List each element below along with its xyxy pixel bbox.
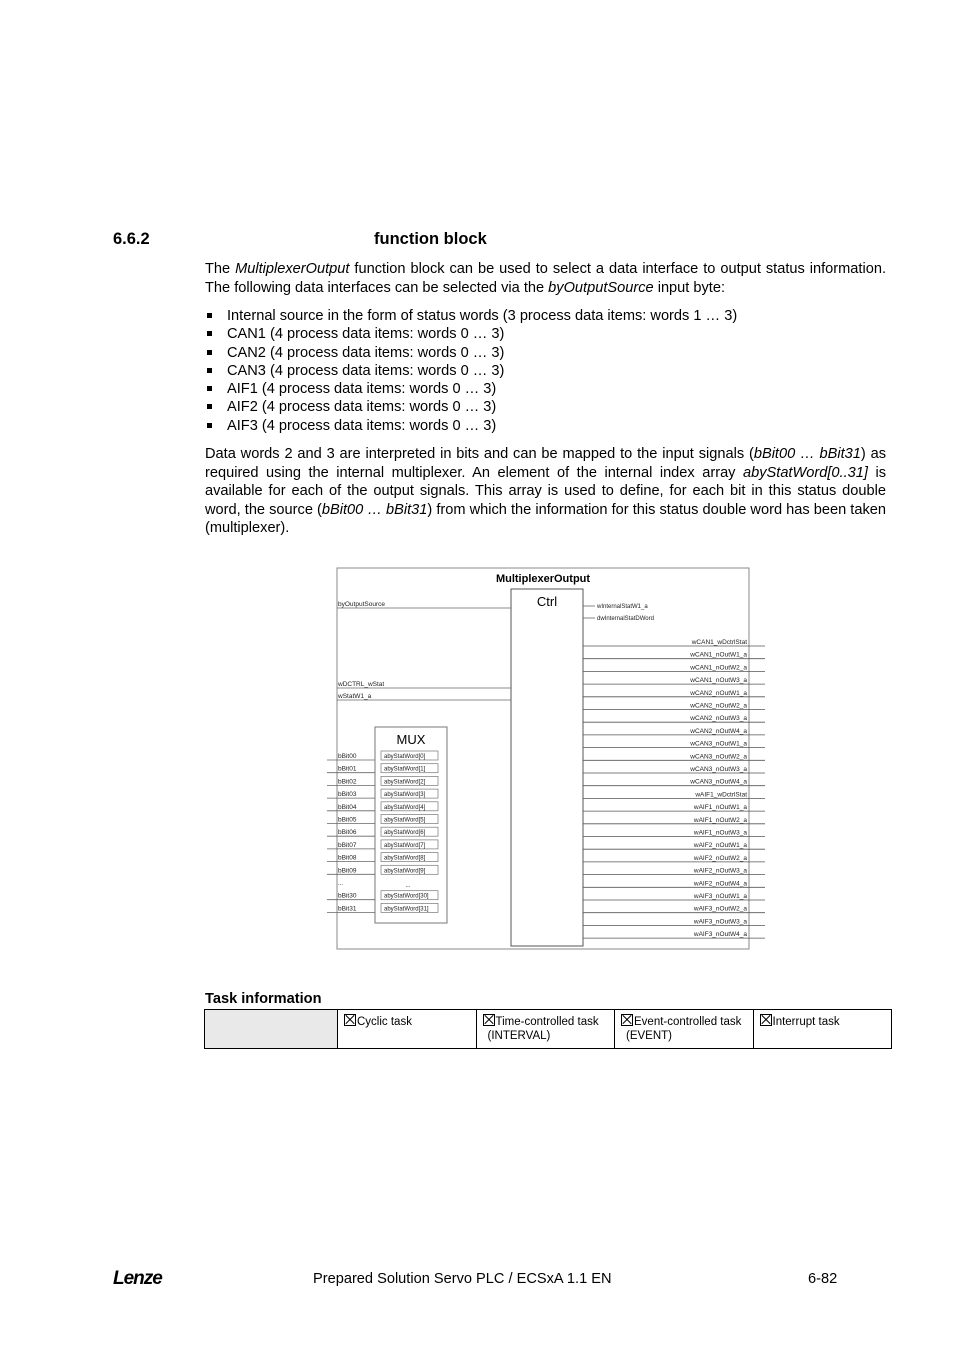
output-label: wAIF1_nOutW3_a (693, 829, 747, 837)
output-label: wAIF1_nOutW2_a (693, 816, 747, 824)
output-label: wAIF2_nOutW3_a (693, 867, 747, 875)
interface-list (205, 307, 737, 435)
task-info-table (204, 1009, 892, 1049)
dw-em-2: abyStatWord[0..31] (743, 464, 868, 481)
datawords-paragraph (205, 445, 886, 538)
output-label: wCAN2_nOutW3_a (690, 715, 747, 723)
dw-text-2: ) as required using the internal multiplexer. An element of the internal index array (205, 446, 887, 481)
footer-text: Prepared Solution Servo PLC / ECSxA 1.1 EN (313, 1271, 612, 1287)
checked-box-icon (760, 1014, 772, 1026)
checked-box-icon (483, 1014, 495, 1026)
stat-word-label: abyStatWord[0] (384, 754, 426, 760)
task-event-sub: (EVENT) (626, 1030, 672, 1042)
bit-input-label: bBit04 (338, 803, 357, 811)
task-cyclic-cell (338, 1010, 477, 1049)
lenze-logo: Lenze (113, 1268, 162, 1289)
dw-em-1: bBit00 … bBit31 (753, 446, 861, 462)
bit-input-label: bBit31 (338, 905, 357, 913)
stat-word-label: abyStatWord[8] (384, 855, 426, 862)
dw-text-3: is available for each of the output signals. This array is used to define, for each bit in this status double word, the source ( (205, 464, 886, 518)
list-item: CAN1 (4 process data items: words 0 … 3) (205, 325, 737, 343)
task-blank-cell (205, 1010, 338, 1049)
fb-title: MultiplexerOutput (495, 573, 591, 585)
list-item: AIF2 (4 process data items: words 0 … 3) (205, 398, 737, 416)
output-label: wCAN2_nOutW1_a (690, 689, 747, 697)
page-number: 6-82 (808, 1271, 838, 1287)
bit-input-label: bBit07 (338, 841, 357, 849)
task-info-heading: Task information (205, 991, 322, 1007)
bit-input-label: bBit02 (338, 778, 357, 786)
stat-word-ellipsis: ... (405, 883, 411, 889)
output-label: wAIF2_nOutW2_a (693, 854, 747, 862)
stat-word-label: abyStatWord[2] (384, 779, 426, 786)
bit-input-label: bBit08 (338, 854, 357, 862)
mux-label: MUX (396, 732, 426, 747)
task-time-cell (476, 1010, 615, 1049)
dw-text-1: Data words 2 and 3 are interpreted in bits and can be mapped to the input signals ( (205, 446, 754, 462)
bit-input-label: bBit09 (338, 867, 357, 875)
ctrl-label: Ctrl (536, 594, 558, 609)
bit-input-label: bBit06 (338, 829, 357, 837)
output-label: wAIF1_nOutW1_a (693, 804, 747, 812)
bit-input-label: bBit05 (338, 816, 357, 824)
ctrl-output-label: wInternalStatW1_a (597, 604, 648, 610)
bit-input-label: bBit00 (338, 753, 357, 760)
stat-word-label: abyStatWord[5] (384, 817, 426, 824)
bit-ellipsis: ... (338, 881, 344, 887)
output-label: wCAN3_nOutW4_a (690, 778, 747, 786)
output-label: wAIF3_nOutW2_a (693, 905, 747, 913)
stat-word-label: abyStatWord[9] (384, 868, 426, 875)
bit-input-label: bBit01 (338, 765, 357, 773)
output-label: wCAN1_nOutW3_a (690, 677, 747, 685)
stat-word-label: abyStatWord[31] (384, 906, 429, 913)
intro-text-1: The (205, 261, 236, 277)
checked-box-icon (344, 1014, 356, 1026)
output-label: wCAN1_nOutW1_a (690, 651, 747, 659)
bit-input-label: bBit30 (338, 892, 357, 900)
dw-text-4: ) from which the information for this status double word has been taken (multiplexer). (205, 501, 886, 536)
output-label: wAIF1_wDctrlStat (695, 791, 747, 799)
output-label: wAIF3_nOutW4_a (693, 931, 747, 939)
output-label: wCAN3_nOutW3_a (690, 766, 747, 773)
output-label: wCAN1_nOutW2_a (690, 664, 747, 672)
input-label: byOutputSource (338, 601, 385, 608)
task-event-cell (615, 1010, 754, 1049)
bit-input-label: bBit03 (338, 791, 357, 799)
output-label: wAIF2_nOutW4_a (693, 880, 747, 888)
stat-word-label: abyStatWord[6] (384, 830, 426, 837)
checked-box-icon (621, 1014, 633, 1026)
section-number: 6.6.2 (113, 230, 150, 248)
stat-word-label: abyStatWord[30] (384, 893, 429, 900)
output-label: wCAN2_nOutW4_a (690, 727, 747, 735)
stat-word-label: abyStatWord[4] (384, 804, 426, 811)
intro-text-2: function block can be used to select a data interface to output status information. The following data interfaces can be selected via the (205, 261, 886, 296)
input-label: wDCTRL_wStat (338, 681, 385, 688)
task-cyclic-label: Cyclic task (357, 1016, 412, 1028)
stat-word-label: abyStatWord[1] (384, 766, 426, 773)
stat-word-label: abyStatWord[3] (384, 792, 426, 799)
output-label: wAIF3_nOutW3_a (693, 918, 747, 926)
output-label: wCAN3_nOutW1_a (690, 740, 747, 748)
task-interrupt-label: Interrupt task (772, 1016, 840, 1028)
input-label: wStatW1_a (338, 693, 372, 700)
output-label: wCAN3_nOutW2_a (690, 753, 747, 761)
section-title: function block (374, 230, 487, 248)
output-label: wCAN1_wDctrlStat (691, 639, 747, 646)
list-item: AIF3 (4 process data items: words 0 … 3) (205, 417, 737, 435)
output-label: wAIF2_nOutW1_a (693, 842, 747, 850)
intro-text-3: input byte: (653, 279, 726, 296)
task-interrupt-cell (753, 1010, 892, 1049)
output-label: wCAN2_nOutW2_a (690, 702, 747, 710)
dw-em-3: bBit00 … bBit31 (321, 501, 428, 518)
task-event-label: Event-controlled task (634, 1016, 742, 1028)
ctrl-block (511, 589, 583, 946)
intro-paragraph (205, 260, 886, 297)
intro-em-1: MultiplexerOutput (235, 261, 350, 277)
list-item: AIF1 (4 process data items: words 0 … 3) (205, 380, 737, 398)
ctrl-output-label: dwInternalStatDWord (597, 616, 654, 622)
stat-word-label: abyStatWord[7] (384, 842, 426, 849)
intro-em-2: byOutputSource (548, 279, 654, 296)
output-label: wAIF3_nOutW1_a (693, 893, 747, 900)
task-time-sub: (INTERVAL) (487, 1030, 551, 1042)
multiplexer-output-diagram (322, 564, 768, 954)
list-item: CAN2 (4 process data items: words 0 … 3) (205, 344, 737, 362)
list-item: CAN3 (4 process data items: words 0 … 3) (205, 362, 737, 380)
list-item: Internal source in the form of status words (3 process data items: words 1 … 3) (205, 307, 737, 325)
task-time-label: Time-controlled task (495, 1016, 599, 1028)
